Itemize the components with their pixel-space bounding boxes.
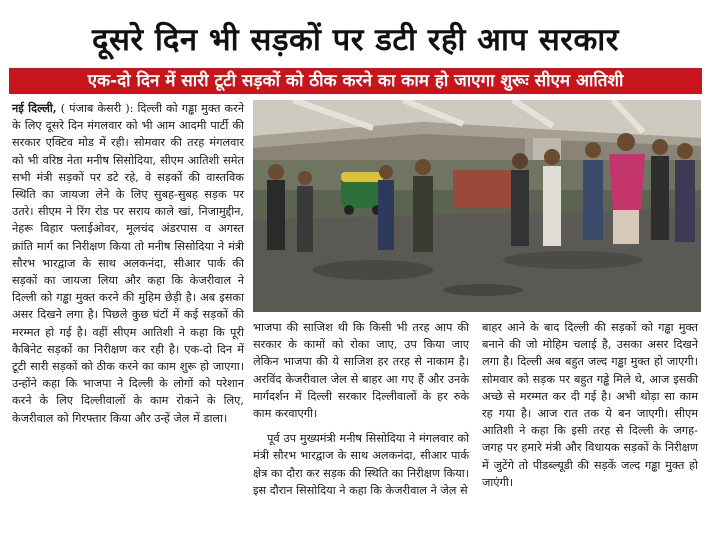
article-paragraph: पूर्व उप मुख्यमंत्री मनीष सिसोदिया ने मंगलवार को मंत्री सौरभ भारद्वाज के साथ अलकनंदा, सीआर पार्क क्षेत्र का दौरा कर सड़क की स्थिति का निरीक्षण किया। इस दौरान सिसोदिया ने कहा कि केजरीवाल ने जेल से [253, 432, 469, 497]
news-photo [253, 100, 701, 312]
article-paragraph: भाजपा की साजिश थी कि किसी भी तरह आप की सरकार के कामों को रोका जाए, उप किया जाए लेकिन भाजपा की ये साजिश हर तरह से नाकाम है। अरविंद केजरीवाल जेल से बाहर आ गए हैं और उनके मार्गदर्शन में दिल्ली सरकार दिल्लीवालों के हर रुके काम करवाएगी। [253, 321, 469, 421]
article-column-3 [482, 319, 698, 491]
article-paragraph: बाहर आने के बाद दिल्ली की सड़कों को गड्ढा मुक्त बनाने की जो मोहिम चलाई है, उसका असर दिखने लगा है। दिल्ली अब बहुत जल्द गड्ढा मुक्त हो जाएगी। सोमवार को सड़क पर बहुत गड्ढे मिले थे, आज इसकी अच्छे से मरम्मत कर दी गई है। अभी थोड़ा सा काम रह गया है। आज रात तक ये बन जाएगी। सीएम आतिशी ने कहा कि इसी तरह से दिल्ली के जगह-जगह पर हमारे मंत्री और विधायक सड़कों के निरीक्षण में जुटेंगे तो पीडब्ल्यूडी की सड़कें जल्द गड्ढा मुक्त हो जाएंगी। [482, 321, 698, 489]
photo-illustration [253, 100, 701, 312]
dateline: नई दिल्ली, [12, 101, 57, 115]
article-body-text: ( पंजाब केसरी ): दिल्ली को गड्ढा मुक्त करने के लिए दूसरे दिन मंगलवार को भी आम आदमी पार्टी की सरकार एक्टिव मोड में रही। सोमवार की तरह मंगलवार को भी वरिष्ठ नेता मनीष सिसोदिया, सीएम आतिशी समेत सभी मंत्री सड़कों पर डटे रहे, वे सड़कों की वास्तविक स्थिति का जायजा लेने के लिए सुबह-सुबह सड़क पर उतरे। सीएम ने रिंग रोड पर सराय काले खां, निजामुद्दीन, नेहरू विहार फ्लाईओवर, मूलचंद अंडरपास व अगस्त क्रांति मार्ग का निरीक्षण किया तो मनीष सिसोदिया ने मंत्री सौरभ भारद्वाज के साथ अलकनंदा, सीआर पार्क की सड़कों का जायजा लिया और कहा कि केजरीवाल ने दिल्ली को गड्ढा मुक्त करने की मुहिम छेड़ी है। अब इसका असर दिखने लगा है। पिछले कुछ घंटों में कई सड़कों की मरम्मत हो गई है। वहीं सीएम आतिशी ने कहा कि पूरी कैबिनेट सड़कों का निरीक्षण कर रही है। एक-दो दिन में टूटी सारी सड़कों को ठीक करने का काम शुरू हो जाएगा। उन्होंने कहा कि भाजपा ने दिल्ली के लोगों को परेशान करने के लिए दिल्लीवालों के काम रोकने के लिए, केजरीवाल को गिरफ्तार किया और उन्हें जेल में डाला। [12, 102, 244, 425]
subheadline-bar: एक-दो दिन में सारी टूटी सड़कों को ठीक करने का काम हो जाएगा शुरूः सीएम आतिशी [9, 68, 702, 94]
article-column-1 [12, 100, 244, 427]
article-column-2 [253, 319, 469, 499]
headline: दूसरे दिन भी सड़कों पर डटी रही आप सरकार [92, 22, 619, 58]
article-paragraph [12, 100, 244, 427]
